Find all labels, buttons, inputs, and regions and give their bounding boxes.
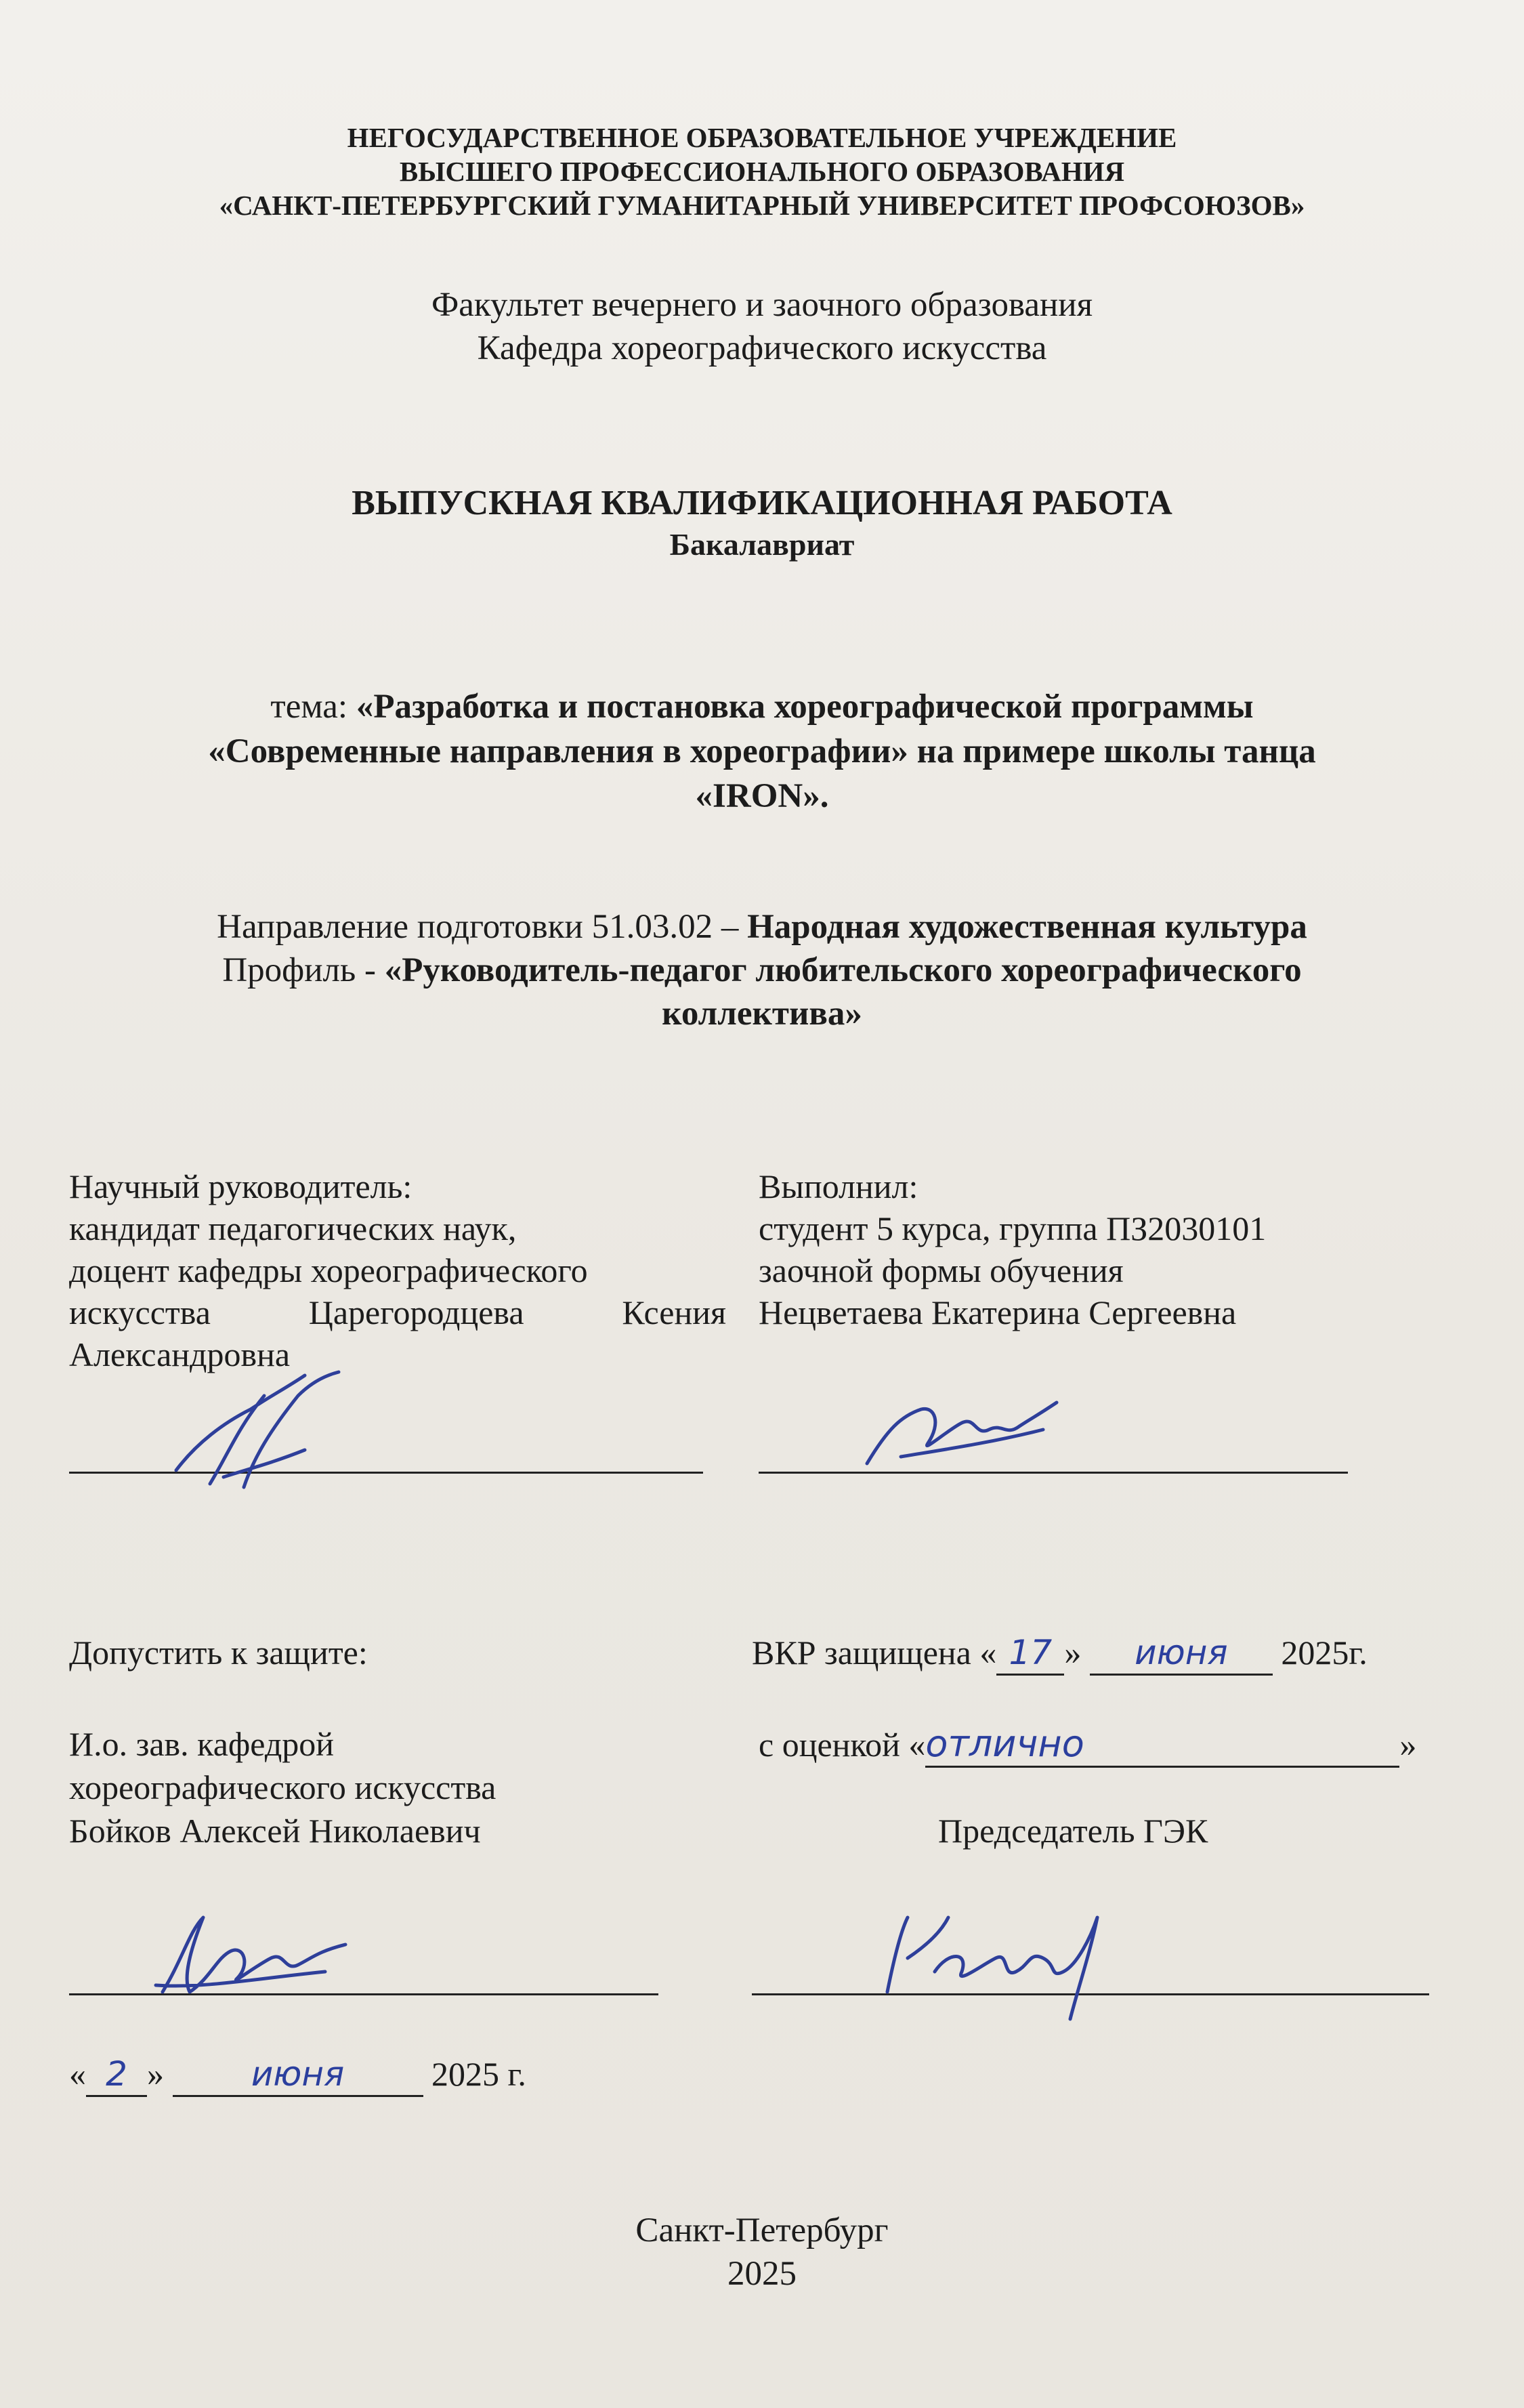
direction-value: Народная художественная культура — [747, 908, 1307, 946]
defense-grade-line: с оценкой «отлично » — [759, 1722, 1416, 1768]
department-head-role-1: И.о. зав. кафедрой — [69, 1725, 335, 1763]
chair-signature — [874, 1890, 1118, 2026]
department-head-role-2: хореографического искусства — [69, 1768, 496, 1806]
student-signature — [860, 1389, 1063, 1484]
supervisor-name-line-4: Александровна — [69, 1335, 291, 1373]
footer-year: 2025 — [727, 2255, 797, 2293]
admission-date-line: « 2 » июня 2025 г. — [69, 2053, 526, 2097]
footer-city: Санкт-Петербург — [635, 2212, 889, 2249]
supervisor-block — [69, 1165, 726, 1375]
supervisor-line-1: кандидат педагогических наук, — [69, 1209, 517, 1247]
topic-line-2: «Современные направления в хореографии» на примере школы танца — [208, 732, 1316, 770]
supervisor-line-3: искусства Царегородцева Ксения — [69, 1293, 726, 1331]
department-head-block — [69, 1722, 496, 1852]
admission-title: Допустить к защите: — [69, 1634, 368, 1672]
student-line-3: Нецветаева Екатерина Сергеевна — [759, 1293, 1237, 1331]
work-type-title: ВЫПУСКНАЯ КВАЛИФИКАЦИОННАЯ РАБОТА — [352, 484, 1172, 522]
supervisor-title: Научный руководитель: — [69, 1167, 412, 1205]
header-line-1: НЕГОСУДАРСТВЕННОЕ ОБРАЗОВАТЕЛЬНОЕ УЧРЕЖДЕНИЕ — [347, 122, 1177, 153]
supervisor-signature-line — [69, 1472, 703, 1474]
header-line-3: «САНКТ-ПЕТЕРБУРГСКИЙ ГУМАНИТАРНЫЙ УНИВЕРСИТЕТ ПРОФСОЮЗОВ» — [219, 190, 1305, 221]
department-head-signature — [149, 1904, 352, 2006]
department-name: Кафедра хореографического искусства — [477, 329, 1047, 367]
supervisor-line-2: доцент кафедры хореографического — [69, 1251, 588, 1289]
topic-line-1: «Разработка и постановка хореографической программы — [356, 688, 1254, 726]
admission-year: 2025 г. — [431, 2055, 526, 2093]
supervisor-signature — [169, 1369, 345, 1504]
profile-label: Профиль - — [222, 951, 385, 989]
grade-label: с оценкой « — [759, 1726, 926, 1764]
defense-day: 17 — [996, 1632, 1064, 1676]
direction-profile-block — [0, 905, 1524, 1035]
footer-block — [0, 2209, 1524, 2296]
profile-value-line-2: коллектива» — [662, 995, 862, 1033]
department-head-name: Бойков Алексей Николаевич — [69, 1812, 481, 1850]
header-line-2: ВЫСШЕГО ПРОФЕССИОНАЛЬНОГО ОБРАЗОВАНИЯ — [399, 156, 1125, 187]
direction-label: Направление подготовки 51.03.02 – — [217, 908, 748, 946]
student-block — [759, 1165, 1266, 1333]
topic-block — [0, 684, 1524, 818]
defense-grade: отлично — [925, 1722, 1399, 1768]
defense-label: ВКР защищена « — [752, 1634, 997, 1672]
topic-line-3: «IRON». — [695, 777, 829, 815]
faculty-block — [0, 283, 1524, 370]
student-title: Выполнил: — [759, 1167, 918, 1205]
defense-date-line: ВКР защищена « 17 » июня 2025г. — [752, 1632, 1368, 1676]
degree-label: Бакалавриат — [669, 527, 855, 562]
institution-header — [0, 121, 1524, 222]
commission-chair-label: Председатель ГЭК — [938, 1812, 1208, 1850]
admission-day: 2 — [86, 2053, 147, 2097]
student-line-2: заочной формы обучения — [759, 1251, 1124, 1289]
faculty-name: Факультет вечернего и заочного образования — [431, 286, 1093, 324]
topic-prefix: тема: — [270, 688, 356, 726]
student-line-1: студент 5 курса, группа ПЗ2030101 — [759, 1209, 1267, 1247]
defense-year: 2025г. — [1281, 1634, 1368, 1672]
defense-month: июня — [1090, 1632, 1273, 1676]
profile-value-line-1: «Руководитель-педагог любительского хореографического — [384, 951, 1302, 989]
admission-month: июня — [173, 2053, 423, 2097]
